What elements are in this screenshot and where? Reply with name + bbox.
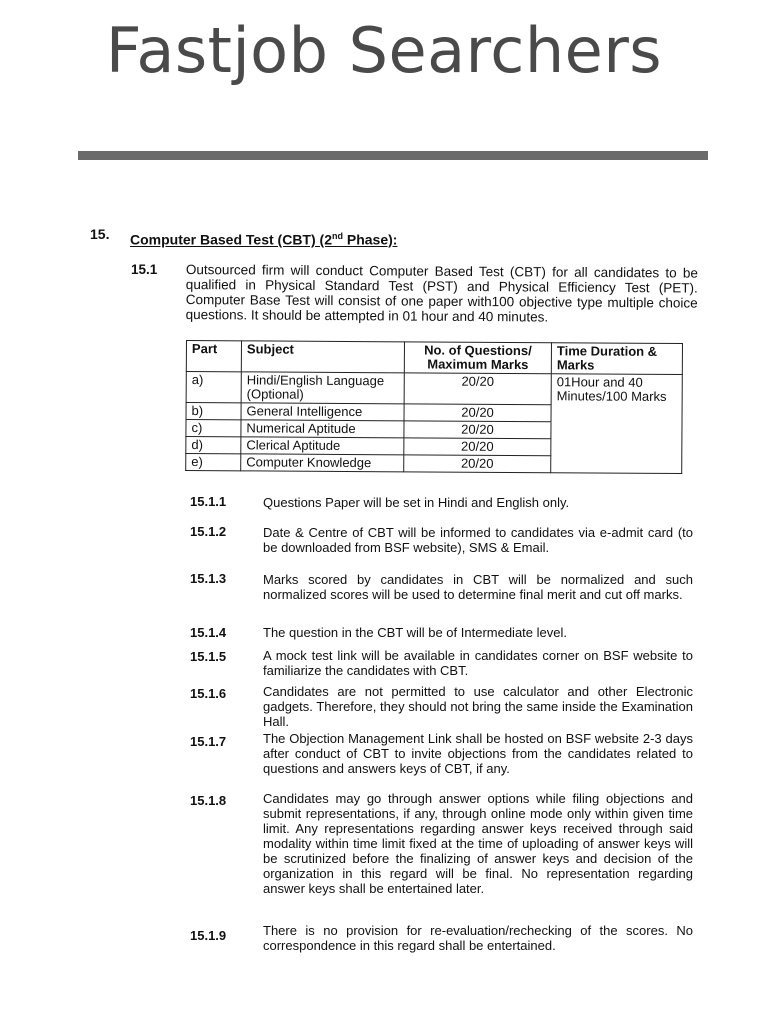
item-number: 15.1.6 <box>190 686 227 701</box>
header-subject: Subject <box>241 341 404 373</box>
cell-subject: Hindi/English Language (Optional) <box>241 372 404 404</box>
section-number: 15. <box>90 226 110 242</box>
table-row <box>186 372 682 406</box>
cell-subject: Numerical Aptitude <box>241 420 404 438</box>
item-number: 15.1.1 <box>190 494 227 509</box>
table-header-row <box>186 341 682 375</box>
item-number: 15.1.3 <box>190 571 227 586</box>
cell-subject: Computer Knowledge <box>241 454 404 472</box>
cell-marks: 20/20 <box>404 404 551 422</box>
item-text: The question in the CBT will be of Intermediate level. <box>263 625 567 640</box>
cell-part: a) <box>186 372 241 403</box>
item-text: There is no provision for re-evaluation/rechecking of the scores. No correspondence in this regard shall be entertained. <box>263 923 693 953</box>
cell-duration-continued <box>551 422 682 474</box>
cell-duration: 01Hour and 40 Minutes/100 Marks <box>551 374 682 423</box>
item-text: A mock test link will be available in candidates corner on BSF website to familiarize the candidates with CBT. <box>263 648 693 678</box>
item-number: 15.1.5 <box>190 649 227 664</box>
section-title-end: Phase): <box>342 231 398 248</box>
cell-part: b) <box>186 403 241 420</box>
cbt-syllabus-table <box>185 340 683 474</box>
paragraph-text: Outsourced firm will conduct Computer Based Test (CBT) for all candidates to be qualified in Physical Standard Test (PST) and Physical Efficiency Test (PET). Computer Base Test will consist of one paper with100 objective type multiple choice questions. It should be attempted in 01 hour and 40 minutes. <box>185 262 698 325</box>
section-title-main: Computer Based Test (CBT) (2 <box>130 231 332 248</box>
section-title-superscript: nd <box>331 231 343 241</box>
item-text: Questions Paper will be set in Hindi and English only. <box>263 495 570 510</box>
paragraph-number: 15.1 <box>131 262 158 277</box>
item-text: Candidates are not permitted to use calculator and other Electronic gadgets. Therefore, they should not bring the same inside the Examination Hall. <box>263 684 693 729</box>
section-title <box>130 229 397 248</box>
cell-subject: Clerical Aptitude <box>241 437 404 455</box>
cell-marks: 20/20 <box>404 373 551 405</box>
site-title: Fastjob Searchers <box>105 14 663 87</box>
cell-part: d) <box>186 437 241 454</box>
cell-marks: 20/20 <box>404 438 551 456</box>
header-marks: No. of Questions/ Maximum Marks <box>404 342 551 374</box>
item-number: 15.1.8 <box>190 793 227 808</box>
item-number: 15.1.4 <box>190 625 227 640</box>
cell-marks: 20/20 <box>404 421 551 439</box>
item-text: Marks scored by candidates in CBT will be normalized and such normalized scores will be used to determine final merit and cut off marks. <box>263 572 693 602</box>
item-text: Candidates may go through answer options while filing objections and submit representations, if any, through online mode only within given time limit. Any representations regarding answer keys received through said modality within time limit fixed at the time of uploading of answer keys will be scrutinized before the finalizing of answer keys and decision of the organization in this regard will be final. No representation regarding answer keys shall be entertained later. <box>263 791 693 896</box>
cell-part: e) <box>186 454 241 471</box>
header-part: Part <box>186 341 241 372</box>
cell-part: c) <box>186 420 241 437</box>
cell-marks: 20/20 <box>404 455 551 473</box>
item-number: 15.1.7 <box>190 734 227 749</box>
item-text: The Objection Management Link shall be hosted on BSF website 2-3 days after conduct of CBT to invite objections from the candidates related to questions and answers keys of CBT, if any. <box>263 731 693 776</box>
cell-subject: General Intelligence <box>241 403 404 421</box>
item-number: 15.1.2 <box>190 524 227 539</box>
header-duration: Time Duration & Marks <box>551 343 682 375</box>
item-number: 15.1.9 <box>190 928 227 943</box>
item-text: Date & Centre of CBT will be informed to candidates via e-admit card (to be downloaded from BSF website), SMS & Email. <box>263 525 693 555</box>
